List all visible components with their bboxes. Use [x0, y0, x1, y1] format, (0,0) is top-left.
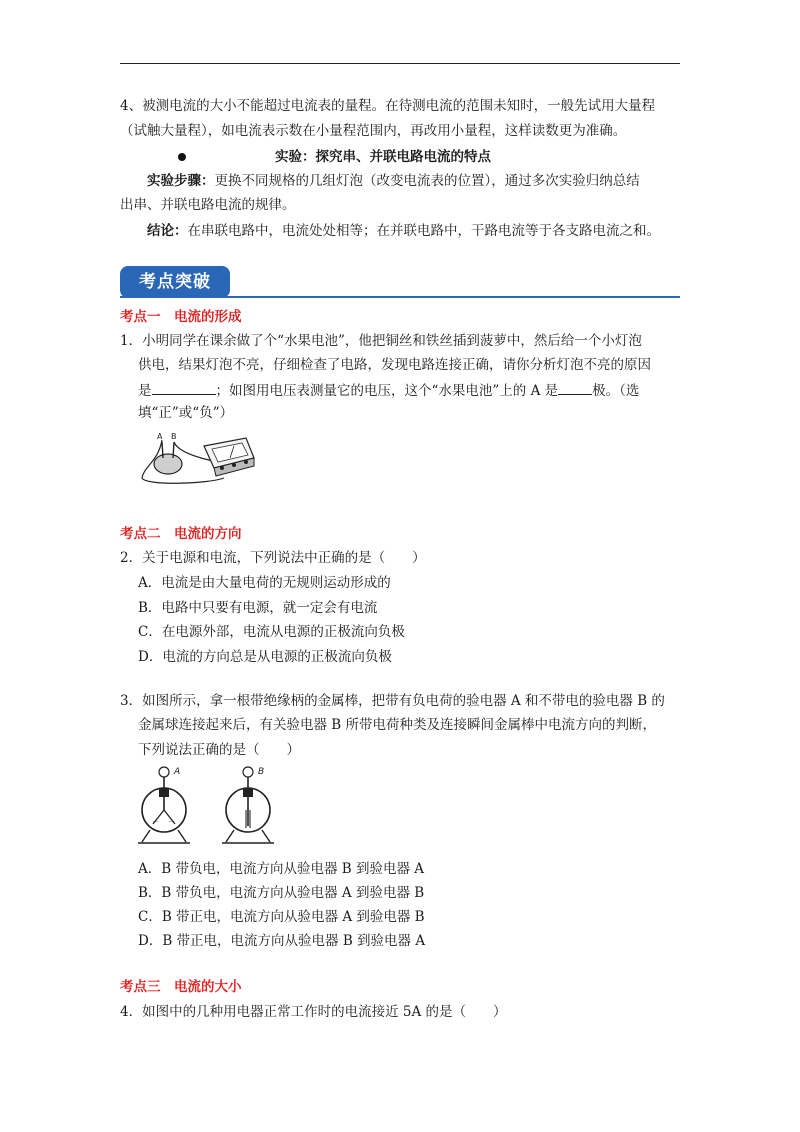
bullet-icon [178, 153, 186, 161]
q3-option-c[interactable]: C．B 带正电，电流方向从验电器 A 到验电器 B [138, 909, 425, 925]
section-banner: 考点突破 [120, 266, 230, 298]
svg-text:－: － [152, 818, 159, 826]
q3-option-d[interactable]: D．B 带正电，电流方向从验电器 B 到验电器 A [138, 933, 426, 949]
section-1-heading: 考点一 电流的形成 [120, 309, 242, 325]
q2-stem: 2．关于电源和电流，下列说法中正确的是（ ） [120, 550, 426, 566]
q1-answer-blank-2[interactable] [558, 381, 592, 395]
point-4-line-1: 4、被测电流的大小不能超过电流表的量程。在待测电流的范围未知时，一般先试用大量程 [120, 98, 656, 114]
q2-option-a[interactable]: A．电流是由大量电荷的无规则运动形成的 [138, 575, 391, 591]
q1-answer-blank-1[interactable] [152, 381, 216, 395]
q1-text-b: ；如图用电压表测量它的电压，这个“水果电池”上的 A 是 [215, 383, 559, 399]
q1-line-1: 1．小明同学在课余做了个“水果电池”，他把铜丝和铁丝插到菠萝中，然后给一个小灯泡 [120, 333, 642, 349]
conclusion-label: 结论： [147, 223, 188, 239]
q3-line-1: 3．如图所示，拿一根带绝缘柄的金属棒，把带有负电荷的验电器 A 和不带电的验电器 B 的 [120, 693, 665, 709]
conclusion-text: 在串联电路中，电流处处相等；在并联电路中，干路电流等于各支路电流之和。 [187, 223, 660, 239]
q3-line-3: 下列说法正确的是（ ） [138, 742, 300, 758]
point-4-line-2: （试触大量程），如电流表示数在小量程范围内，再改用小量程，这样读数更为准确。 [120, 123, 627, 139]
q2-option-c[interactable]: C．在电源外部，电流从电源的正极流向负极 [138, 624, 405, 640]
svg-text:－: － [168, 818, 175, 826]
q3-option-a[interactable]: A．B 带负电，电流方向从验电器 B 到验电器 A [138, 861, 425, 877]
q1-line-3 [138, 381, 639, 400]
q2-option-b[interactable]: B．电路中只要有电源，就一定会有电流 [138, 600, 378, 616]
conclusion-line [147, 222, 660, 240]
q1-text-a: 是 [138, 383, 152, 399]
section-2-heading: 考点二 电流的方向 [120, 526, 242, 542]
electroscope-a-icon [138, 767, 190, 843]
electroscope-figure [138, 764, 278, 854]
q3-line-2: 金属球连接起来后，有关验电器 B 所带电荷种类及连接瞬间金属棒中电流方向的判断， [138, 717, 657, 733]
steps-text: 更换不同规格的几组灯泡（改变电流表的位置），通过多次实验归纳总结 [214, 173, 640, 189]
steps-line-2: 出串、并联电路电流的规律。 [120, 197, 296, 213]
q4-stem: 4．如图中的几种用电器正常工作时的电流接近 5A 的是（ ） [120, 1004, 507, 1020]
electroscope-a-label: A [174, 767, 181, 777]
q3-option-b[interactable]: B．B 带负电，电流方向从验电器 A 到验电器 B [138, 885, 425, 901]
header-rule [120, 63, 680, 64]
electroscope-b-icon [222, 767, 274, 843]
q1-text-c: 极。（选 [592, 383, 640, 399]
experiment-title: 实验：探究串、并联电路电流的特点 [275, 149, 491, 165]
electroscope-b-label: B [258, 767, 265, 777]
section-3-heading: 考点三 电流的大小 [120, 979, 242, 995]
q1-line-2: 供电，结果灯泡不亮，仔细检查了电路，发现电路连接正确，请你分析灯泡不亮的原因 [138, 357, 651, 373]
q1-line-4: 填“正”或“负”） [138, 405, 234, 421]
q2-option-d[interactable]: D．电流的方向总是从电源的正极流向负极 [138, 649, 392, 665]
fruit-battery-figure [138, 428, 256, 490]
steps-label: 实验步骤： [147, 173, 215, 189]
label-a: A [157, 432, 163, 441]
pineapple-icon [154, 454, 182, 474]
label-b: B [171, 432, 177, 441]
steps-line-1 [147, 172, 640, 190]
